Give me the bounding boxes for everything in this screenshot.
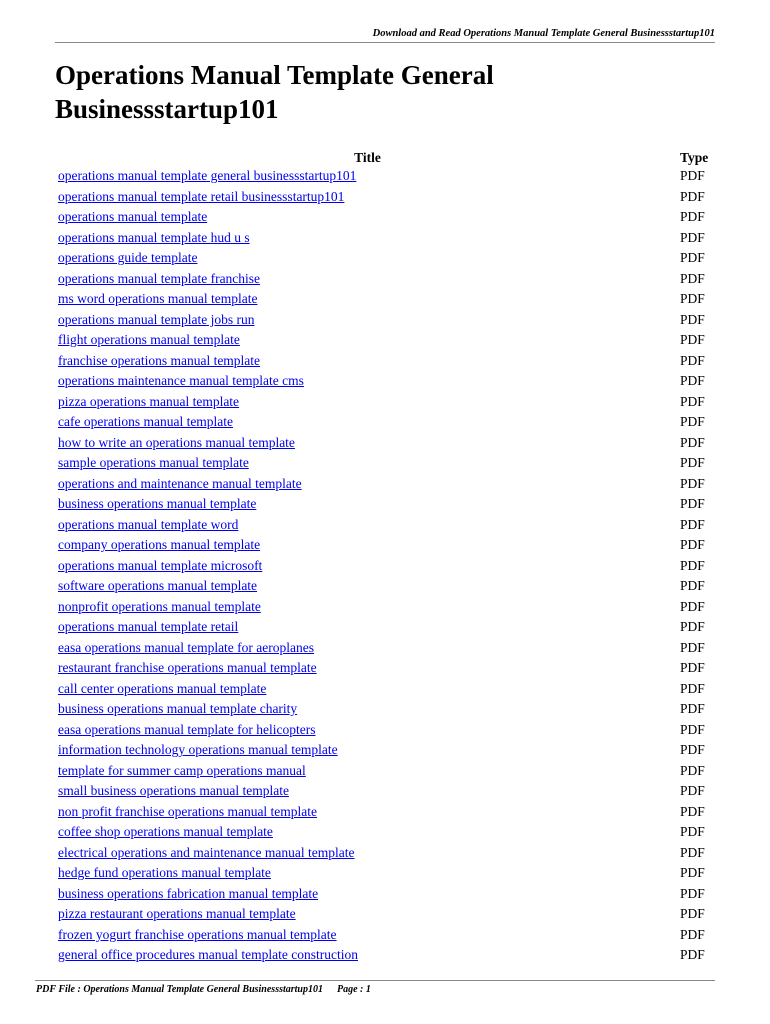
page-title: Operations Manual Template General Businessstartup101 [55, 60, 494, 124]
table-row [55, 822, 715, 843]
file-type-cell: PDF [680, 906, 705, 922]
title-cell [55, 187, 680, 208]
table-row [55, 945, 715, 966]
table-row [55, 699, 715, 720]
table-row [55, 474, 715, 495]
title-cell [55, 556, 680, 577]
title-cell [55, 781, 680, 802]
file-type-cell: PDF [680, 250, 705, 266]
title-cell [55, 720, 680, 741]
title-cell [55, 761, 680, 782]
table-row [55, 371, 715, 392]
table-row [55, 781, 715, 802]
table-row [55, 863, 715, 884]
table-row [55, 494, 715, 515]
document-link[interactable]: operations manual template retail [58, 619, 239, 635]
title-cell [55, 925, 680, 946]
document-link[interactable]: frozen yogurt franchise operations manual template [58, 926, 337, 942]
title-cell [55, 392, 680, 413]
table-row [55, 720, 715, 741]
document-link[interactable]: cafe operations manual template [58, 414, 234, 430]
document-link[interactable]: general office procedures manual template construction [58, 947, 358, 963]
table-header-row [55, 146, 715, 166]
table-row [55, 248, 715, 269]
document-link[interactable]: operations maintenance manual template cms [58, 373, 304, 389]
file-type-cell: PDF [680, 455, 705, 471]
document-list-table [55, 146, 715, 966]
document-link[interactable]: pizza restaurant operations manual template [58, 906, 296, 922]
title-cell [55, 904, 680, 925]
file-type-cell: PDF [680, 742, 705, 758]
title-cell [55, 658, 680, 679]
table-row [55, 638, 715, 659]
title-cell [55, 474, 680, 495]
document-link[interactable]: call center operations manual template [58, 680, 267, 696]
document-link[interactable]: information technology operations manual template [58, 742, 338, 758]
document-link[interactable]: ms word operations manual template [58, 291, 258, 307]
file-type-cell: PDF [680, 496, 705, 512]
document-link[interactable]: operations manual template hud u s [58, 229, 250, 245]
title-cell [55, 228, 680, 249]
title-cell [55, 617, 680, 638]
file-type-cell: PDF [680, 352, 705, 368]
title-cell [55, 843, 680, 864]
title-cell [55, 863, 680, 884]
document-link[interactable]: how to write an operations manual template [58, 434, 295, 450]
document-link[interactable]: operations manual template franchise [58, 270, 261, 286]
document-link[interactable]: operations and maintenance manual template [58, 475, 302, 491]
file-type-cell: PDF [680, 393, 705, 409]
table-row [55, 392, 715, 413]
table-row [55, 269, 715, 290]
table-row [55, 433, 715, 454]
table-row [55, 351, 715, 372]
document-link[interactable]: business operations manual template charity [58, 701, 298, 717]
file-type-cell: PDF [680, 680, 705, 696]
document-link[interactable]: franchise operations manual template [58, 352, 261, 368]
file-type-cell: PDF [680, 434, 705, 450]
file-type-cell: PDF [680, 803, 705, 819]
title-cell [55, 166, 680, 187]
header-divider [55, 42, 715, 43]
file-type-cell: PDF [680, 721, 705, 737]
title-cell [55, 679, 680, 700]
table-row [55, 330, 715, 351]
document-link[interactable]: flight operations manual template [58, 332, 240, 348]
document-link[interactable]: operations manual template [58, 209, 208, 225]
file-type-cell: PDF [680, 291, 705, 307]
running-header: Download and Read Operations Manual Template General Businessstartup101 [372, 28, 715, 39]
title-cell [55, 884, 680, 905]
document-link[interactable]: coffee shop operations manual template [58, 824, 273, 840]
file-type-cell: PDF [680, 475, 705, 491]
file-type-cell: PDF [680, 229, 705, 245]
title-cell [55, 330, 680, 351]
table-row [55, 576, 715, 597]
file-type-cell: PDF [680, 824, 705, 840]
file-type-cell: PDF [680, 660, 705, 676]
file-type-cell: PDF [680, 947, 705, 963]
document-link[interactable]: operations manual template microsoft [58, 557, 263, 573]
table-row [55, 515, 715, 536]
file-type-cell: PDF [680, 783, 705, 799]
table-row [55, 925, 715, 946]
table-row [55, 679, 715, 700]
file-type-cell: PDF [680, 885, 705, 901]
table-row [55, 843, 715, 864]
file-type-cell: PDF [680, 639, 705, 655]
file-type-cell: PDF [680, 373, 705, 389]
title-cell [55, 576, 680, 597]
table-row [55, 187, 715, 208]
table-row [55, 228, 715, 249]
footer-divider [35, 980, 715, 981]
table-row [55, 740, 715, 761]
title-cell [55, 310, 680, 331]
title-cell [55, 699, 680, 720]
table-row [55, 453, 715, 474]
title-cell [55, 638, 680, 659]
footer-file-label: PDF File : Operations Manual Template General Businessstartup101 [36, 984, 323, 995]
document-link[interactable]: business operations fabrication manual template [58, 885, 319, 901]
document-link[interactable]: operations manual template word [58, 516, 239, 532]
file-type-cell: PDF [680, 270, 705, 286]
document-link[interactable]: operations manual template general businessstartup101 [58, 168, 357, 184]
document-link[interactable]: non profit franchise operations manual template [58, 803, 318, 819]
document-link[interactable]: software operations manual template [58, 578, 258, 594]
title-cell [55, 822, 680, 843]
file-type-cell: PDF [680, 762, 705, 778]
file-type-cell: PDF [680, 311, 705, 327]
page-footer [36, 984, 371, 995]
title-cell [55, 207, 680, 228]
document-link[interactable]: sample operations manual template [58, 455, 249, 471]
document-link[interactable]: restaurant franchise operations manual template [58, 660, 317, 676]
file-type-cell: PDF [680, 168, 705, 184]
table-row [55, 207, 715, 228]
column-header-title: Title [354, 150, 381, 165]
table-row [55, 617, 715, 638]
file-type-cell: PDF [680, 516, 705, 532]
file-type-cell: PDF [680, 865, 705, 881]
title-cell [55, 535, 680, 556]
file-type-cell: PDF [680, 619, 705, 635]
table-row [55, 658, 715, 679]
document-link[interactable]: nonprofit operations manual template [58, 598, 261, 614]
document-link[interactable]: operations manual template jobs run [58, 311, 255, 327]
title-cell [55, 412, 680, 433]
table-body [55, 166, 715, 966]
file-type-cell: PDF [680, 537, 705, 553]
file-type-cell: PDF [680, 332, 705, 348]
title-cell [55, 248, 680, 269]
title-cell [55, 433, 680, 454]
document-link[interactable]: pizza operations manual template [58, 393, 240, 409]
table-row [55, 802, 715, 823]
document-link[interactable]: electrical operations and maintenance manual template [58, 844, 355, 860]
table-row [55, 289, 715, 310]
table-row [55, 166, 715, 187]
document-link[interactable]: easa operations manual template for aeroplanes [58, 639, 315, 655]
file-type-cell: PDF [680, 188, 705, 204]
title-cell [55, 597, 680, 618]
table-row [55, 761, 715, 782]
title-cell [55, 494, 680, 515]
title-cell [55, 351, 680, 372]
document-link[interactable]: hedge fund operations manual template [58, 865, 271, 881]
file-type-cell: PDF [680, 926, 705, 942]
table-row [55, 597, 715, 618]
document-link[interactable]: company operations manual template [58, 537, 261, 553]
file-type-cell: PDF [680, 701, 705, 717]
document-link[interactable]: small business operations manual template [58, 783, 289, 799]
document-link[interactable]: easa operations manual template for helicopters [58, 721, 316, 737]
title-cell [55, 371, 680, 392]
document-link[interactable]: operations guide template [58, 250, 198, 266]
file-type-cell: PDF [680, 414, 705, 430]
file-type-cell: PDF [680, 598, 705, 614]
title-cell [55, 802, 680, 823]
title-cell [55, 289, 680, 310]
table-row [55, 884, 715, 905]
table-row [55, 904, 715, 925]
title-cell [55, 453, 680, 474]
column-header-type: Type [680, 150, 709, 165]
file-type-cell: PDF [680, 209, 705, 225]
document-link[interactable]: template for summer camp operations manual [58, 762, 306, 778]
file-type-cell: PDF [680, 844, 705, 860]
document-link[interactable]: business operations manual template [58, 496, 257, 512]
table-row [55, 310, 715, 331]
table-row [55, 412, 715, 433]
table-row [55, 556, 715, 577]
title-cell [55, 515, 680, 536]
title-cell [55, 269, 680, 290]
title-cell [55, 945, 680, 966]
footer-page-number: Page : 1 [337, 984, 371, 995]
table-row [55, 535, 715, 556]
file-type-cell: PDF [680, 557, 705, 573]
document-link[interactable]: operations manual template retail businessstartup101 [58, 188, 345, 204]
title-cell [55, 740, 680, 761]
file-type-cell: PDF [680, 578, 705, 594]
